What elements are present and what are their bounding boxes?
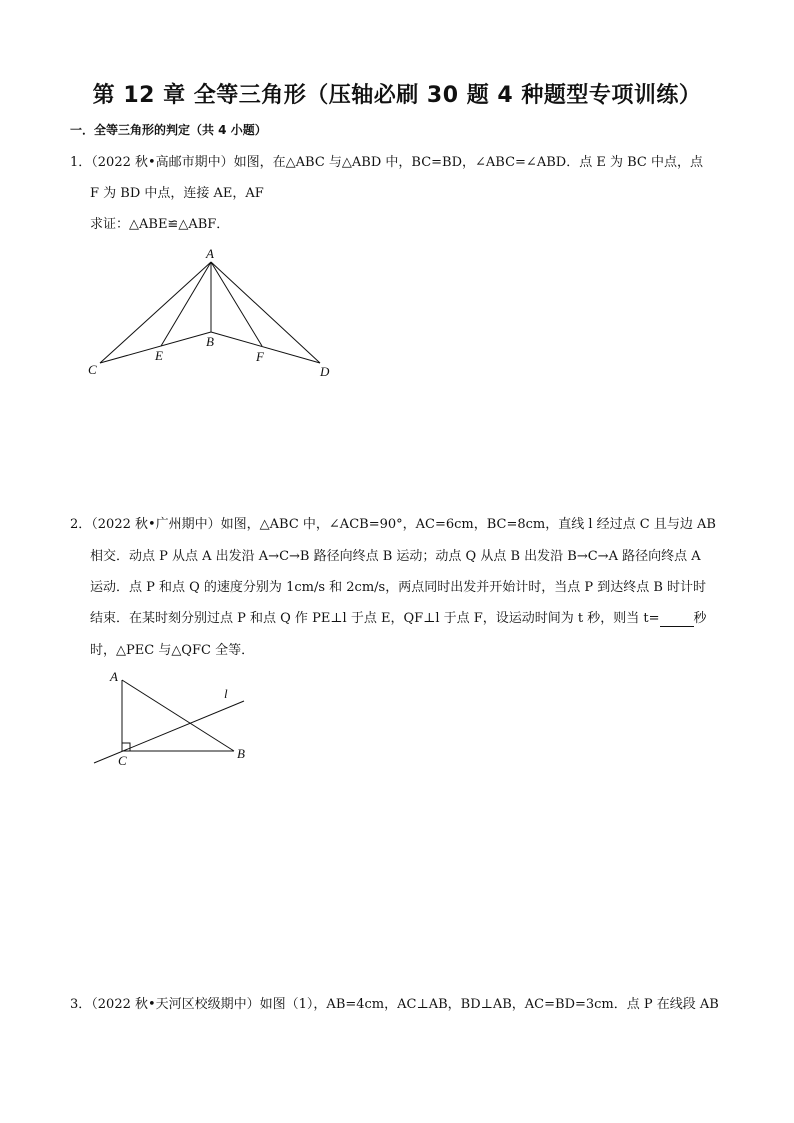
label-c: C [118,753,127,768]
q1-figure [80,240,350,390]
q1-text-line1: 1．（2022 秋•高邮市期中）如图，在△ABC 与△ABD 中，BC=BD，∠ABC=∠ABD．点 E 为 BC 中点，点 [70,155,703,170]
q2-text-line4 [90,611,707,627]
page-title: 第 12 章 全等三角形（压轴必刷 30 题 4 种题型专项训练） [92,83,702,108]
label-l: l [224,686,228,701]
label-b: B [237,746,245,761]
segment-af [211,262,262,346]
q3-text-line1: 3．（2022 秋•天河区校级期中）如图（1），AB=4cm，AC⊥AB，BD⊥AB，AC=BD=3cm．点 P 在线段 AB [70,997,719,1012]
q2-text-line5: 时，△PEC 与△QFC 全等． [90,643,255,658]
section-heading: 一．全等三角形的判定（共 4 小题） [70,123,267,137]
q2-text-line1: 2．（2022 秋•广州期中）如图，△ABC 中，∠ACB=90°，AC=6cm，BC=8cm，直线 l 经过点 C 且与边 AB [70,517,716,532]
q1-text-line2: F 为 BD 中点，连接 AE，AF [90,186,264,201]
q2-figure [88,665,258,775]
segment-ab [122,680,234,751]
label-a: A [110,669,118,684]
label-c: C [88,362,97,377]
q2-text-line4-part1: 结束．在某时刻分别过点 P 和点 Q 作 PE⊥l 于点 E，QF⊥l 于点 F，设运动时间为 t 秒，则当 t= [90,611,660,626]
q2-text-line4-part2: 秒 [693,611,707,626]
q2-text-line3: 运动．点 P 和点 Q 的速度分别为 1cm/s 和 2cm/s，两点同时出发并开始计时，当点 P 到达终点 B 时计时 [90,580,707,595]
label-b: B [206,334,214,349]
label-f: F [256,349,264,364]
label-d: D [320,364,330,379]
answer-blank[interactable] [660,613,694,627]
q2-text-line2: 相交．动点 P 从点 A 出发沿 A→C→B 路径向终点 B 运动；动点 Q 从点 B 出发沿 B→C→A 路径向终点 A [90,549,701,564]
label-e: E [155,348,163,363]
segment-ae [161,262,211,346]
q1-text-line3: 求证：△ABE≌△ABF． [90,217,230,232]
label-a: A [206,246,214,261]
